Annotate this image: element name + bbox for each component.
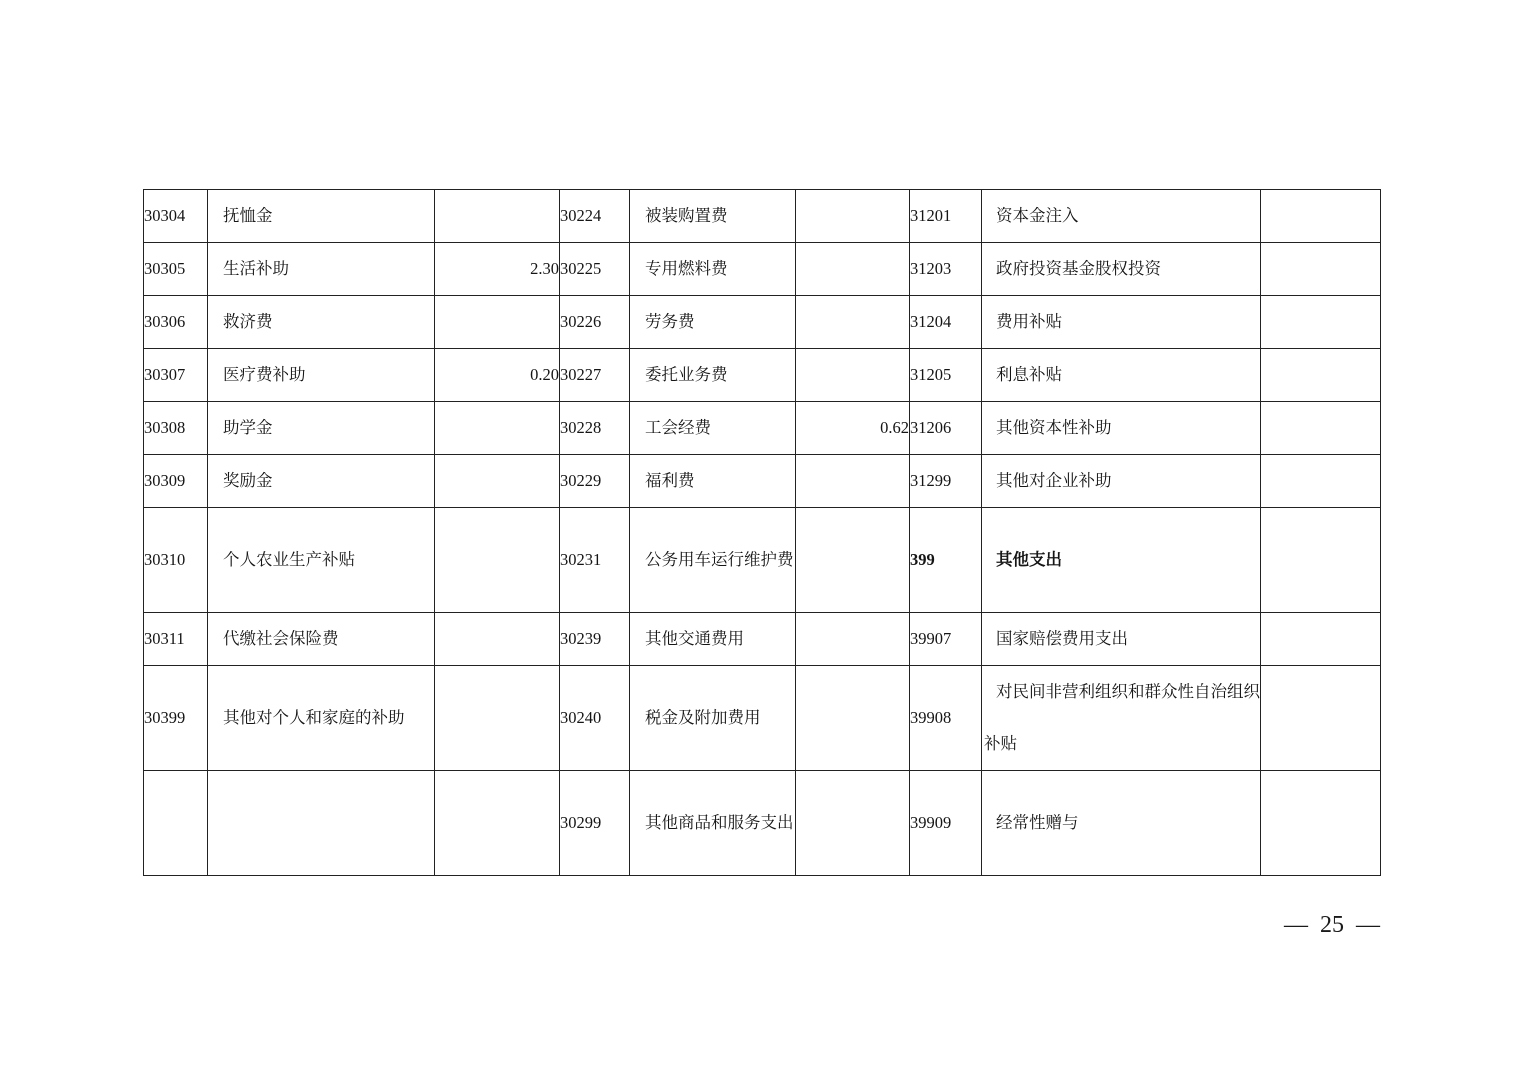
amount-cell [796, 243, 910, 296]
code-cell: 31204 [910, 296, 982, 349]
name-cell: 资本金注入 [982, 190, 1261, 243]
table-row [144, 455, 1381, 508]
name-cell: 政府投资基金股权投资 [982, 243, 1261, 296]
name-cell: 其他支出 [982, 508, 1261, 613]
name-cell: 其他对个人和家庭的补助 [208, 666, 435, 771]
code-cell: 30229 [560, 455, 630, 508]
table-body [144, 190, 1381, 876]
code-cell: 30226 [560, 296, 630, 349]
amount-cell [435, 402, 560, 455]
amount-cell [796, 190, 910, 243]
page-number: — 25 — [1284, 912, 1380, 938]
name-cell: 被装购置费 [630, 190, 796, 243]
name-cell: 助学金 [208, 402, 435, 455]
table-row [144, 402, 1381, 455]
name-cell: 福利费 [630, 455, 796, 508]
code-cell: 30304 [144, 190, 208, 243]
amount-cell [1261, 190, 1381, 243]
code-cell: 31299 [910, 455, 982, 508]
amount-cell [796, 349, 910, 402]
amount-cell [796, 666, 910, 771]
code-cell [144, 771, 208, 876]
code-cell: 30239 [560, 613, 630, 666]
table-row [144, 243, 1381, 296]
name-cell: 其他对企业补助 [982, 455, 1261, 508]
name-cell: 委托业务费 [630, 349, 796, 402]
table-row [144, 296, 1381, 349]
amount-cell [435, 771, 560, 876]
table-row [144, 508, 1381, 613]
amount-cell [1261, 296, 1381, 349]
amount-cell [1261, 666, 1381, 771]
amount-cell [1261, 243, 1381, 296]
amount-cell [796, 455, 910, 508]
code-cell: 31201 [910, 190, 982, 243]
amount-cell: 0.62 [796, 402, 910, 455]
code-cell: 30299 [560, 771, 630, 876]
amount-cell [1261, 455, 1381, 508]
amount-cell [435, 666, 560, 771]
name-cell: 专用燃料费 [630, 243, 796, 296]
amount-cell [1261, 508, 1381, 613]
code-cell: 30231 [560, 508, 630, 613]
amount-cell [796, 771, 910, 876]
code-cell: 39909 [910, 771, 982, 876]
table-row [144, 190, 1381, 243]
amount-cell [1261, 613, 1381, 666]
name-cell: 其他商品和服务支出 [630, 771, 796, 876]
code-cell: 30227 [560, 349, 630, 402]
code-cell: 30240 [560, 666, 630, 771]
code-cell: 30305 [144, 243, 208, 296]
amount-cell [1261, 771, 1381, 876]
name-cell: 劳务费 [630, 296, 796, 349]
name-cell [208, 771, 435, 876]
name-cell: 费用补贴 [982, 296, 1261, 349]
amount-cell: 2.30 [435, 243, 560, 296]
code-cell: 31206 [910, 402, 982, 455]
code-cell: 399 [910, 508, 982, 613]
name-cell: 国家赔偿费用支出 [982, 613, 1261, 666]
amount-cell [435, 508, 560, 613]
name-cell: 其他交通费用 [630, 613, 796, 666]
name-cell: 奖励金 [208, 455, 435, 508]
name-cell: 税金及附加费用 [630, 666, 796, 771]
code-cell: 39908 [910, 666, 982, 771]
name-cell: 救济费 [208, 296, 435, 349]
amount-cell [796, 508, 910, 613]
table-row [144, 666, 1381, 771]
code-cell: 31203 [910, 243, 982, 296]
name-cell: 利息补贴 [982, 349, 1261, 402]
name-cell: 代缴社会保险费 [208, 613, 435, 666]
code-cell: 30311 [144, 613, 208, 666]
name-cell: 生活补助 [208, 243, 435, 296]
amount-cell [435, 455, 560, 508]
amount-cell [1261, 402, 1381, 455]
amount-cell [435, 613, 560, 666]
code-cell: 30308 [144, 402, 208, 455]
name-cell: 其他资本性补助 [982, 402, 1261, 455]
amount-cell [796, 296, 910, 349]
amount-cell [435, 296, 560, 349]
name-cell: 公务用车运行维护费 [630, 508, 796, 613]
code-cell: 30228 [560, 402, 630, 455]
code-cell: 31205 [910, 349, 982, 402]
code-cell: 30225 [560, 243, 630, 296]
table-row [144, 771, 1381, 876]
amount-cell: 0.20 [435, 349, 560, 402]
table-row [144, 349, 1381, 402]
name-cell: 对民间非营利组织和群众性自治组织补贴 [982, 666, 1261, 771]
name-cell: 抚恤金 [208, 190, 435, 243]
code-cell: 30307 [144, 349, 208, 402]
name-cell: 工会经费 [630, 402, 796, 455]
code-cell: 30306 [144, 296, 208, 349]
code-cell: 30310 [144, 508, 208, 613]
amount-cell [796, 613, 910, 666]
code-cell: 30224 [560, 190, 630, 243]
name-cell: 医疗费补助 [208, 349, 435, 402]
code-cell: 39907 [910, 613, 982, 666]
name-cell: 经常性赠与 [982, 771, 1261, 876]
name-cell: 个人农业生产补贴 [208, 508, 435, 613]
amount-cell [1261, 349, 1381, 402]
table-row [144, 613, 1381, 666]
amount-cell [435, 190, 560, 243]
code-cell: 30309 [144, 455, 208, 508]
budget-table [143, 189, 1381, 876]
code-cell: 30399 [144, 666, 208, 771]
